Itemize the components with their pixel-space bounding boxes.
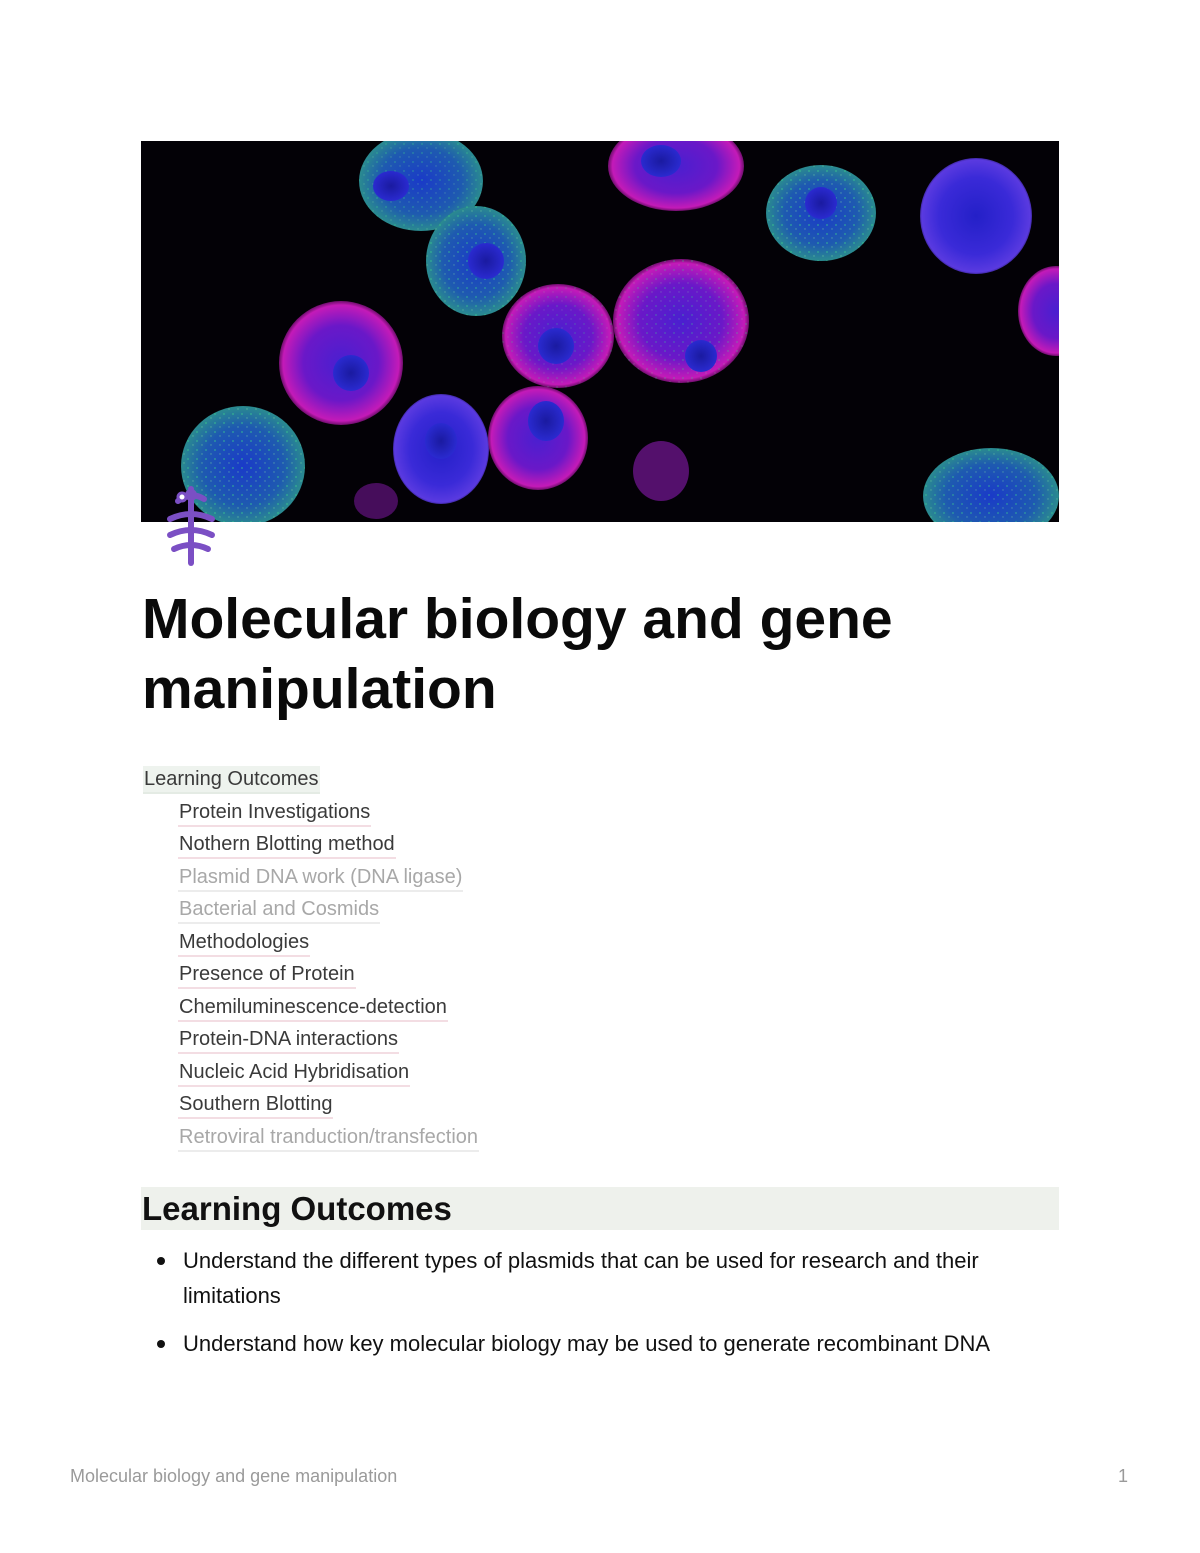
toc-item[interactable]: Protein-DNA interactions [178,1026,399,1054]
toc-item[interactable]: Presence of Protein [178,961,356,989]
bullet-list [155,1243,1055,1374]
page-title-line-1: Molecular biology and gene [142,587,893,651]
toc-item[interactable]: Methodologies [178,929,310,957]
toc-item[interactable]: Plasmid DNA work (DNA ligase) [178,864,463,892]
fluorescence-microscopy-image [141,141,1059,522]
footer-doc-name: Molecular biology and gene manipulation [70,1466,398,1486]
bullet-dot-icon [157,1340,165,1348]
bullet-item [155,1243,1055,1313]
caduceus-icon [160,485,222,567]
bullet-item [155,1326,1055,1361]
cover-image [141,141,1059,522]
footer-page-number: 1 [1118,1466,1129,1486]
section-heading: Learning Outcomes [142,1190,452,1227]
toc-item[interactable]: Protein Investigations [178,799,371,827]
toc-item[interactable]: Retroviral tranduction/transfection [178,1124,479,1152]
page-title [142,584,1042,724]
toc-item[interactable]: Bacterial and Cosmids [178,896,380,924]
bullet-dot-icon [157,1257,165,1265]
bullet-text: Understand the different types of plasmids that can be used for research and their limitations [183,1248,979,1308]
bullet-text: Understand how key molecular biology may be used to generate recombinant DNA [183,1331,991,1356]
toc-item[interactable]: Nucleic Acid Hybridisation [178,1059,410,1087]
caduceus-icon-graphic [160,485,222,567]
toc-item[interactable]: Southern Blotting [178,1091,333,1119]
page-title-line-2: manipulation [142,657,497,721]
toc-item[interactable]: Learning Outcomes [143,766,320,794]
toc-item[interactable]: Nothern Blotting method [178,831,396,859]
section-heading-block [141,1187,1059,1230]
toc-item[interactable]: Chemiluminescence-detection [178,994,448,1022]
